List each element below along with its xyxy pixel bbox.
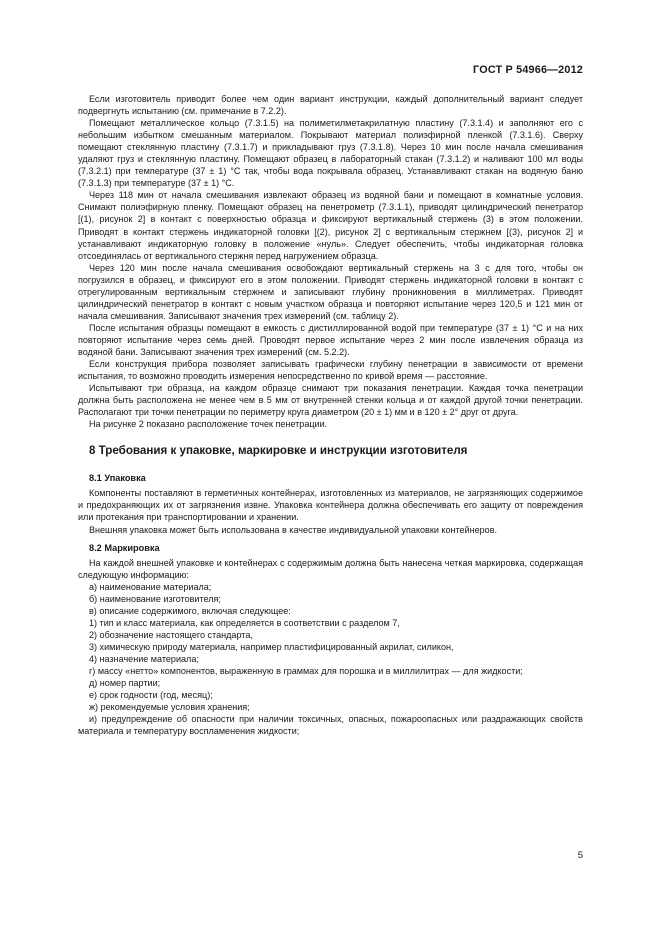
list-item: д) номер партии; xyxy=(89,678,161,689)
paragraph: Внешняя упаковка может быть использована в качестве индивидуальной упаковки контейнеров. xyxy=(89,524,498,535)
paragraph: Испытывают три образца, на каждом образце снимают три показания пенетрации. Каждая точка пенетрации должна быть расположена не менее чем в 5 мм от внутренней стенки кольца и от каждой другой точки пенетрации. Располагают три точки пенетрации по периметру круга диаметром (20 ± 1) мм и в 120 ± 2° друг от друга. xyxy=(78,383,583,418)
paragraph: На каждой внешней упаковке и контейнерах с содержимым должна быть нанесена четкая маркировка, содержащая следующую информацию: xyxy=(78,557,583,580)
subsection-title: 8.1 Упаковка xyxy=(89,473,146,484)
paragraph: После испытания образцы помещают в емкость с дистиллированной водой при температуре (37 ± 1) °С и на них повторяют испытание через семь дней. Проводят первое испытание через 2 мин после извлечения образца из водяной бани. Записывают значения трех измерений (см. 5.2.2). xyxy=(78,322,583,357)
paragraph: Через 120 мин после начала смешивания освобождают вертикальный стержень на 3 с для того, чтобы он погрузился в образец, и фиксируют его в этом положении. Приводят стержень индикаторной головки в контакт с отрегулированным вертикальным стержнем и записывают глубину проникновения в миллиметрах. Приводят цилиндрический пенетратор в контакт с новым участком образца и повторяют испытание через 120,5 и 121 мин от начала смешивания. Записывают значения трех измерений (см. таблицу 2). xyxy=(78,262,583,321)
list-item: 2) обозначение настоящего стандарта, xyxy=(89,629,253,640)
list-item: в) описание содержимого, включая следующее: xyxy=(89,605,291,616)
list-item: а) наименование материала; xyxy=(89,581,212,592)
paragraph: Помещают металлическое кольцо (7.3.1.5) на полиметилметакрилатную пластину (7.3.1.4) и заполняют его с небольшим избытком смешанным материалом. Покрывают материал полиэфирной пленкой (7.3.1.6). Сверху помещают стеклянную пластину (7.3.1.7) и прикладывают груз (7.3.1.8). Через 10 мин после начала смешивания удаляют груз и стеклянную пластину. Помещают образец в лабораторный стакан (7.3.1.2) и наливают 100 мл воды (7.3.2.1) при температуре (37 ± 1) °С так, чтобы вода покрывала образец. Устанавливают стакан на водяную баню (7.3.1.3) при температуре (37 ± 1) °С. xyxy=(78,118,583,189)
document-body xyxy=(78,93,583,737)
paragraph: Если конструкция прибора позволяет записывать графически глубину пенетрации в зависимости от времени испытания, то возможно проводить измерения непосредственно по кривой время — расстояние. xyxy=(78,359,583,382)
list-item: ж) рекомендуемые условия хранения; xyxy=(89,702,250,713)
subsection-title: 8.2 Маркировка xyxy=(89,542,160,553)
list-item: 4) назначение материала; xyxy=(89,653,199,664)
list-item: и) предупреждение об опасности при наличии токсичных, опасных, пожароопасных или раздражающих свойств материала и температуру воспламенения жидкости; xyxy=(78,714,583,737)
paragraph: Через 118 мин от начала смешивания извлекают образец из водяной бани и помещают в комнатные условия. Снимают полиэфирную пленку. Помещают образец на пенетрометр (7.3.1.1), приводят цилиндрический пенетратор [(1), рисунок 2] в контакт с поверхностью образца и фиксируют вертикальный стержень (3) в этом положении. Приводят в контакт стержень индикаторной головки [(2), рисунок 2] с вертикальным стержнем [(3), рисунок 2] и устанавливают индикаторную головку в положение «нуль». Следует обеспечить, чтобы индикаторная головка отсоединялась от вертикального стержня перед нагружением образца. xyxy=(78,190,583,261)
list-item: б) наименование изготовителя; xyxy=(89,593,221,604)
list-item: г) массу «нетто» компонентов, выраженную в граммах для порошка и в миллилитрах — для жидкости; xyxy=(89,666,523,677)
list-item: 3) химическую природу материала, например пластифицированный акрилат, силикон, xyxy=(89,641,454,652)
document-header: ГОСТ Р 54966—2012 xyxy=(473,64,583,76)
paragraph: Если изготовитель приводит более чем один вариант инструкции, каждый дополнительный вариант следует подвергнуть испытанию (см. примечание в 7.2.2). xyxy=(78,94,583,117)
section-title: 8 Требования к упаковке, маркировке и инструкции изготовителя xyxy=(89,444,468,458)
list-item: 1) тип и класс материала, как определяется в соответствии с разделом 7, xyxy=(89,617,400,628)
page-number: 5 xyxy=(577,850,583,861)
paragraph: Компоненты поставляют в герметичных контейнерах, изготовленных из материалов, не загрязняющих содержимое и предохраняющих их от загрязнения извне. Упаковка контейнера должна обеспечивать его защиту от повреждения или протекания при транспортировании и хранении. xyxy=(78,488,583,523)
list-item: е) срок годности (год, месяц); xyxy=(89,690,213,701)
paragraph: На рисунке 2 показано расположение точек пенетрации. xyxy=(89,419,328,430)
